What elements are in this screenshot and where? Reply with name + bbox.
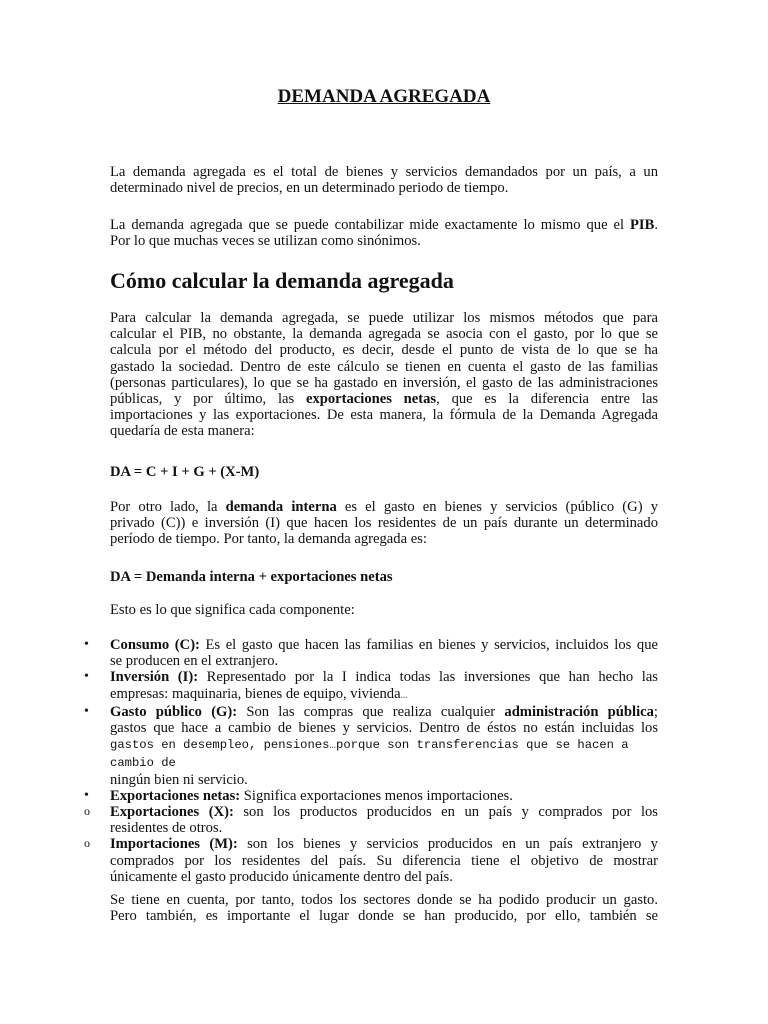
- text-line: gastado la sociedad. Dentro de este cálculo se tienen en cuenta el gasto de las familias: [110, 358, 658, 375]
- text-line: Pero también, es importante el lugar donde se han producido, por ello, también se: [110, 908, 658, 925]
- paragraph-components-intro: [110, 602, 658, 618]
- text-line: (personas particulares), lo que se ha gastado en inversión, el gasto de las administraciones: [110, 374, 658, 391]
- section-heading: Cómo calcular la demanda agregada: [110, 268, 454, 293]
- text-line: importaciones y las exportaciones. De esta manera, la fórmula de la Demanda Agregada: [110, 407, 658, 424]
- text-line: Para calcular la demanda agregada, se puede utilizar los mismos métodos que para: [110, 310, 658, 326]
- bullet-dot-icon: •: [84, 787, 89, 803]
- paragraph-definition: [110, 164, 658, 196]
- text-line: Esto es lo que significa cada componente:: [110, 602, 355, 618]
- formula-text: DA = Demanda interna + exportaciones netas: [110, 569, 393, 585]
- list-item: o Importaciones (M): son los bienes y servicios producidos en un país extranjero y comprados por los residentes del país. Su diferencia tiene el objetivo de mostrar únicamente el gasto producido únicamente dentro del país.: [84, 836, 658, 885]
- list-item: o Exportaciones (X): son los productos producidos en un país y comprados por los residentes de otros.: [84, 804, 658, 837]
- text-line: determinado nivel de precios, en un determinado periodo de tiempo.: [110, 180, 509, 197]
- text-line: quedaría de esta manera:: [110, 423, 255, 440]
- text-line: período de tiempo. Por tanto, la demanda agregada es:: [110, 531, 427, 548]
- formula-text: DA = C + I + G + (X-M): [110, 464, 260, 480]
- components-list: [84, 637, 658, 885]
- bullet-dot-icon: •: [84, 637, 89, 652]
- text-line: Por lo que muchas veces se utilizan como sinónimos.: [110, 233, 421, 250]
- list-item: • Consumo (C): Es el gasto que hacen las familias en bienes y servicios, incluidos los que se producen en el extranjero.: [84, 637, 658, 670]
- list-item: • Inversión (I): Representado por la I indica todas las inversiones que han hecho las empresas: maquinaria, bienes de equipo, vivienda…: [84, 669, 658, 702]
- paragraph-calculation: [110, 310, 658, 440]
- text-line: La demanda agregada que se puede contabilizar mide exactamente lo mismo que el PIB.: [110, 217, 658, 233]
- text-line: públicas, y por último, las exportaciones netas, que es la diferencia entre las: [110, 391, 658, 408]
- bullet-dot-icon: •: [84, 669, 89, 685]
- text-line: calcula por el método del producto, es decir, desde el punto de vista de lo que se ha: [110, 342, 658, 359]
- bullet-circle-icon: o: [84, 836, 90, 851]
- list-item: • Gasto público (G): Son las compras que realiza cualquier administración pública; gastos que hace a cambio de bienes y servicios. Dentro de éstos no están incluidas los gastos en desempleo, pensiones…porque son transferencias que se hacen a cambio de ningún bien ni servicio.: [84, 703, 658, 788]
- bullet-dot-icon: •: [84, 703, 89, 719]
- text-line: La demanda agregada es el total de bienes y servicios demandados por un país, a un: [110, 164, 658, 180]
- paragraph-internal-demand: [110, 499, 658, 548]
- paragraph-sectors: [110, 892, 658, 924]
- text-line: calcular el PIB, no obstante, la demanda agregada se asocia con el gasto, por lo que se: [110, 326, 658, 343]
- text-line: privado (C)) e inversión (I) que hacen los residentes de un país durante un determinado: [110, 515, 658, 532]
- formula-da: [110, 464, 658, 480]
- list-item: • Exportaciones netas: Significa exportaciones menos importaciones.: [84, 787, 513, 804]
- document-title: DEMANDA AGREGADA: [277, 86, 491, 107]
- paragraph-pib: [110, 217, 658, 249]
- formula-da-internal: [110, 569, 658, 585]
- text-line: Se tiene en cuenta, por tanto, todos los sectores donde se ha podido producir un gasto.: [110, 892, 658, 908]
- bullet-circle-icon: o: [84, 804, 90, 819]
- text-line: Por otro lado, la demanda interna es el gasto en bienes y servicios (público (G) y: [110, 499, 659, 515]
